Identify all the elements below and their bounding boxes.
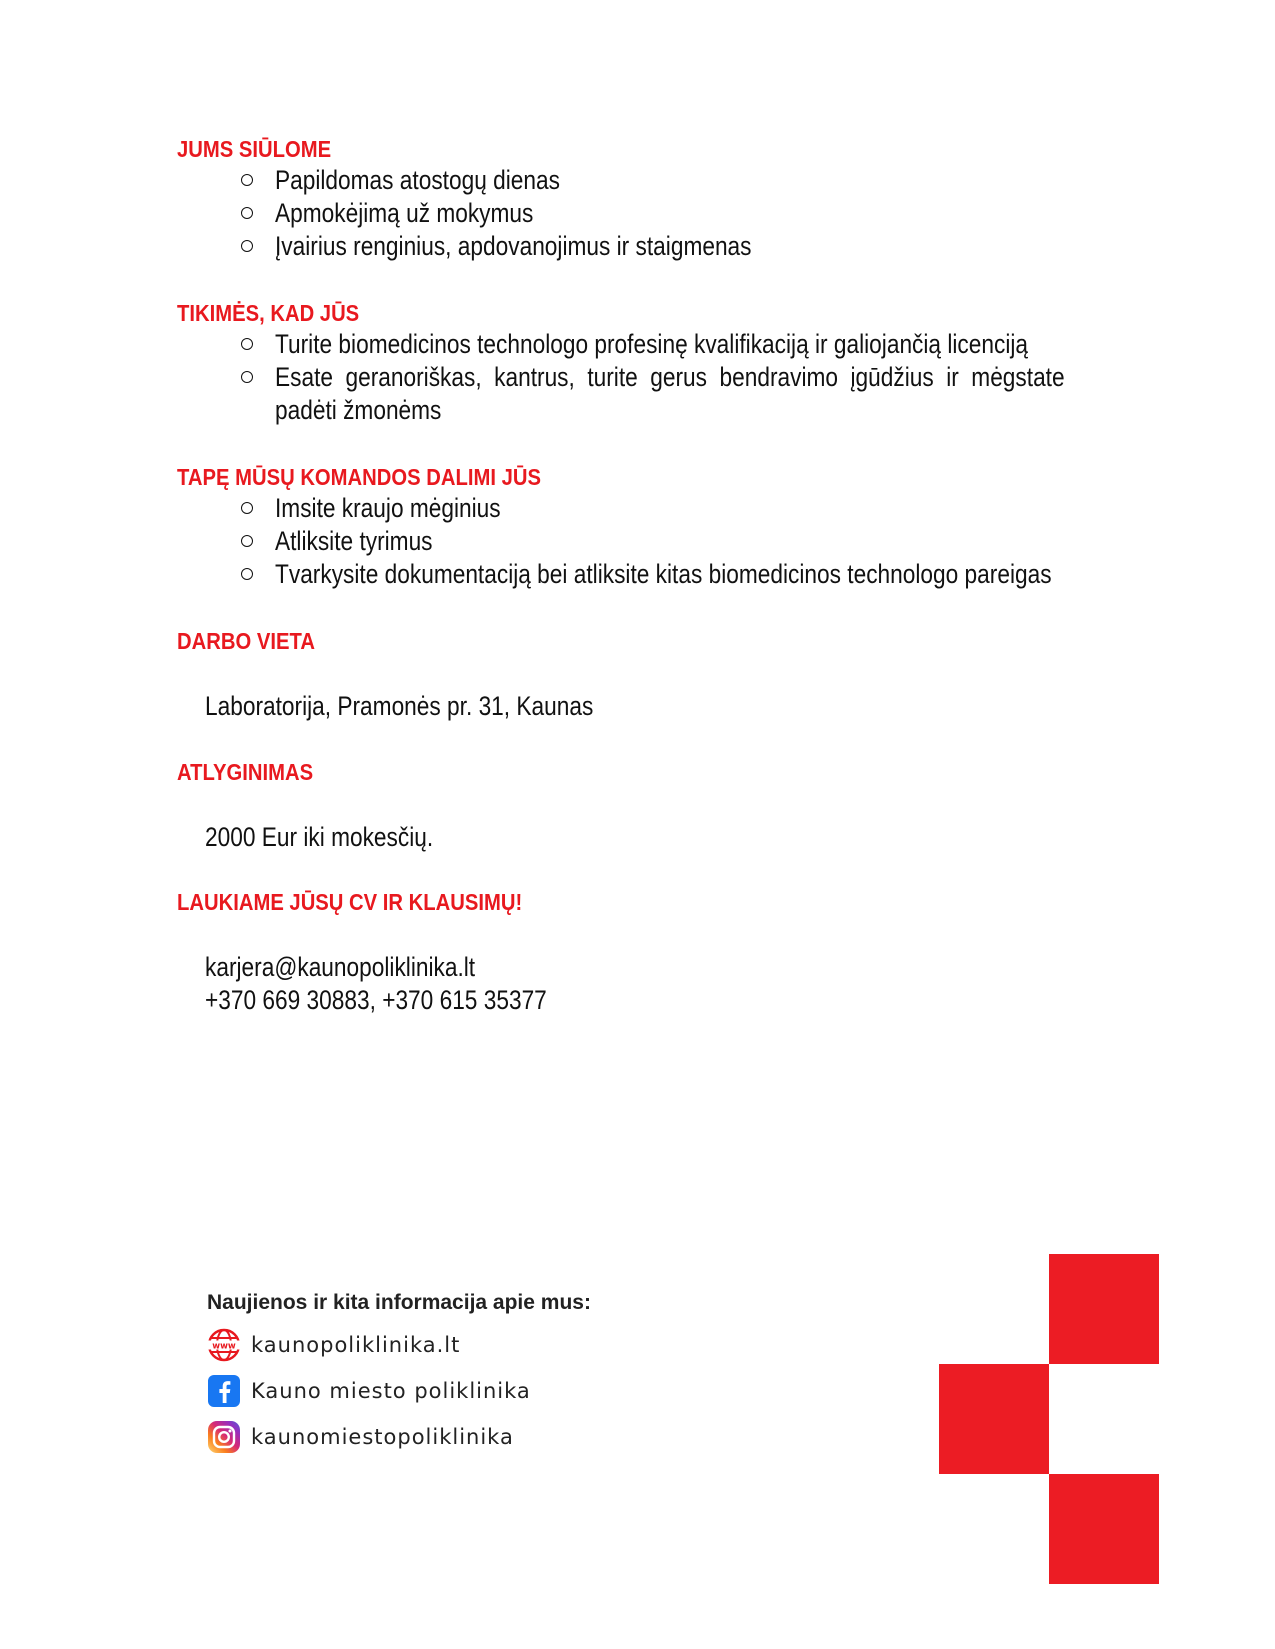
decorative-red-square: [939, 1364, 1049, 1474]
list-item: Imsite kraujo mėginius: [177, 492, 1127, 525]
www-globe-icon: [207, 1328, 241, 1362]
contact-phones: +370 669 30883, +370 615 35377: [205, 985, 547, 1015]
workplace-address: Laboratorija, Pramonės pr. 31, Kaunas: [205, 691, 594, 721]
social-title: Naujienos ir kita informacija apie mus:: [207, 1291, 591, 1314]
bullet-circle-icon: [241, 371, 253, 383]
duties-list: [177, 492, 1127, 591]
section-heading-contact: LAUKIAME JŪSŲ CV IR KLAUSIMŲ!: [177, 889, 523, 915]
section-heading-salary: ATLYGINIMAS: [177, 759, 314, 785]
salary-amount: 2000 Eur iki mokesčių.: [205, 822, 434, 852]
bullet-circle-icon: [241, 502, 253, 514]
social-link-website[interactable]: [207, 1325, 591, 1365]
list-item: Turite biomedicinos technologo profesinę kvalifikaciją ir galiojančią licenciją: [177, 328, 1127, 361]
expect-list: [177, 328, 1127, 427]
social-links-block: [207, 1291, 591, 1463]
social-link-facebook[interactable]: [207, 1371, 591, 1411]
list-item: Papildomas atostogų dienas: [177, 164, 1127, 197]
social-link-label: kaunopoliklinika.lt: [251, 1333, 461, 1357]
decorative-red-square: [1049, 1254, 1159, 1364]
bullet-circle-icon: [241, 568, 253, 580]
list-item: Tvarkysite dokumentaciją bei atliksite kitas biomedicinos technologo pareigas: [177, 558, 1127, 591]
bullet-circle-icon: [241, 535, 253, 547]
decorative-red-square: [1049, 1474, 1159, 1584]
list-item: Esate geranoriškas, kantrus, turite gerus bendravimo įgūdžius ir mėgstate padėti žmonėms: [177, 361, 1127, 427]
section-heading-duties: TAPĘ MŪSŲ KOMANDOS DALIMI JŪS: [177, 464, 541, 490]
bullet-circle-icon: [241, 207, 253, 219]
svg-text:www: www: [212, 1341, 236, 1352]
contact-email[interactable]: karjera@kaunopoliklinika.lt: [205, 952, 476, 982]
social-link-instagram[interactable]: [207, 1417, 591, 1457]
section-heading-workplace: DARBO VIETA: [177, 628, 315, 654]
social-link-label: Kauno miesto poliklinika: [251, 1379, 531, 1403]
instagram-icon: [207, 1420, 241, 1454]
list-item: Atliksite tyrimus: [177, 525, 1127, 558]
bullet-circle-icon: [241, 240, 253, 252]
list-item: Apmokėjimą už mokymus: [177, 197, 1127, 230]
list-item: Įvairius renginius, apdovanojimus ir staigmenas: [177, 230, 1127, 263]
facebook-icon: [207, 1374, 241, 1408]
social-link-label: kaunomiestopoliklinika: [251, 1425, 514, 1449]
offer-list: [177, 164, 1127, 263]
bullet-circle-icon: [241, 338, 253, 350]
bullet-circle-icon: [241, 174, 253, 186]
section-heading-offer: JUMS SIŪLOME: [177, 136, 332, 162]
section-heading-expect: TIKIMĖS, KAD JŪS: [177, 300, 360, 326]
